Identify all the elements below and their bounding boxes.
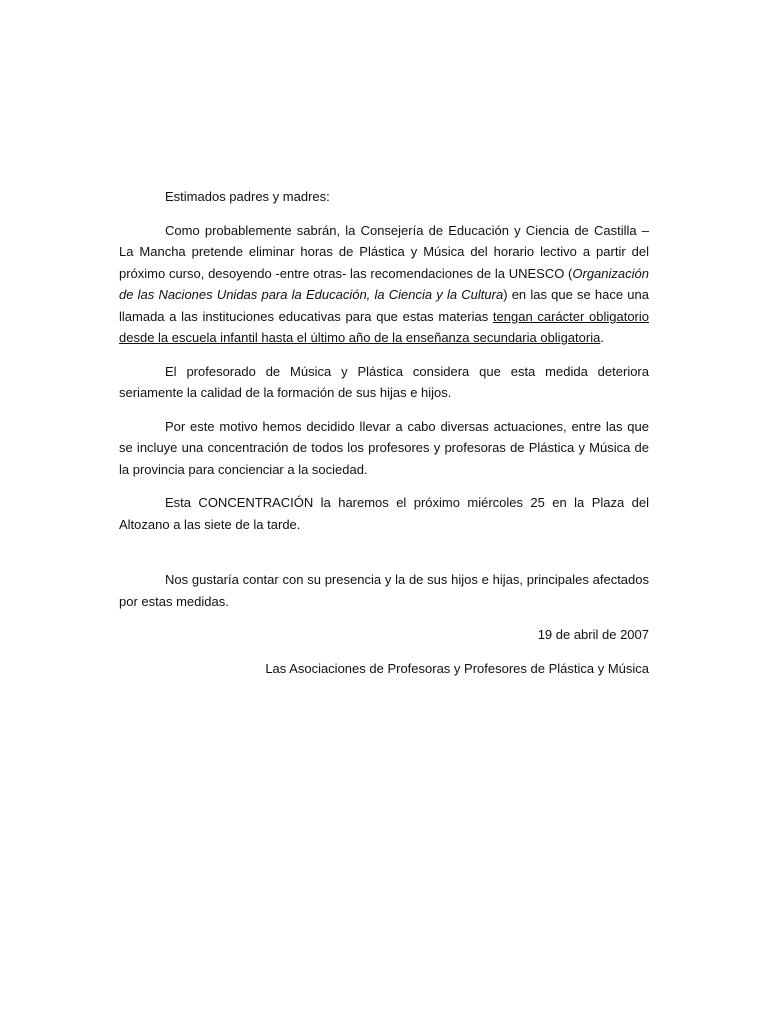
paragraph-1-intro: Como probablemente sabrán, la Consejería de Educación y Ciencia de Castilla – La Mancha pretende eliminar horas de Plástica y Música del horario lectivo a partir del próximo curso, desoyendo -entre otras- las recomendaciones de la UNESCO (: [119, 222, 649, 281]
paragraph-1-end: .: [600, 330, 604, 345]
paragraph-1: [119, 220, 649, 349]
letter-body: [119, 186, 649, 691]
paragraph-2: El profesorado de Música y Plástica considera que esta medida deteriora seriamente la calidad de la formación de sus hijas e hijos.: [119, 363, 649, 400]
underlined-statement: tengan carácter obligatorio desde la escuela infantil hasta el último año de la enseñanza secundaria obligatoria: [119, 308, 649, 345]
unesco-full-name: Organización de las Naciones Unidas para la Educación, la Ciencia y la Cultura: [119, 265, 649, 302]
paragraph-3: Por este motivo hemos decidido llevar a cabo diversas actuaciones, entre las que se incluye una concentración de todos los profesores y profesoras de Plástica y Música de la provincia para concienciar a la sociedad.: [119, 418, 649, 477]
signature: Las Asociaciones de Profesoras y Profesores de Plástica y Música: [265, 660, 649, 676]
paragraph-5: Nos gustaría contar con su presencia y la de sus hijos e hijas, principales afectados por estas medidas.: [119, 572, 649, 609]
letter-date: 19 de abril de 2007: [537, 627, 649, 642]
greeting: Estimados padres y madres:: [165, 189, 330, 204]
paragraph-4: Esta CONCENTRACIÓN la haremos el próximo miércoles 25 en la Plaza del Altozano a las siete de la tarde.: [119, 495, 649, 532]
paragraph-1-middle: ) en las que se hace una llamada a las instituciones educativas para que estas materias: [119, 287, 649, 324]
